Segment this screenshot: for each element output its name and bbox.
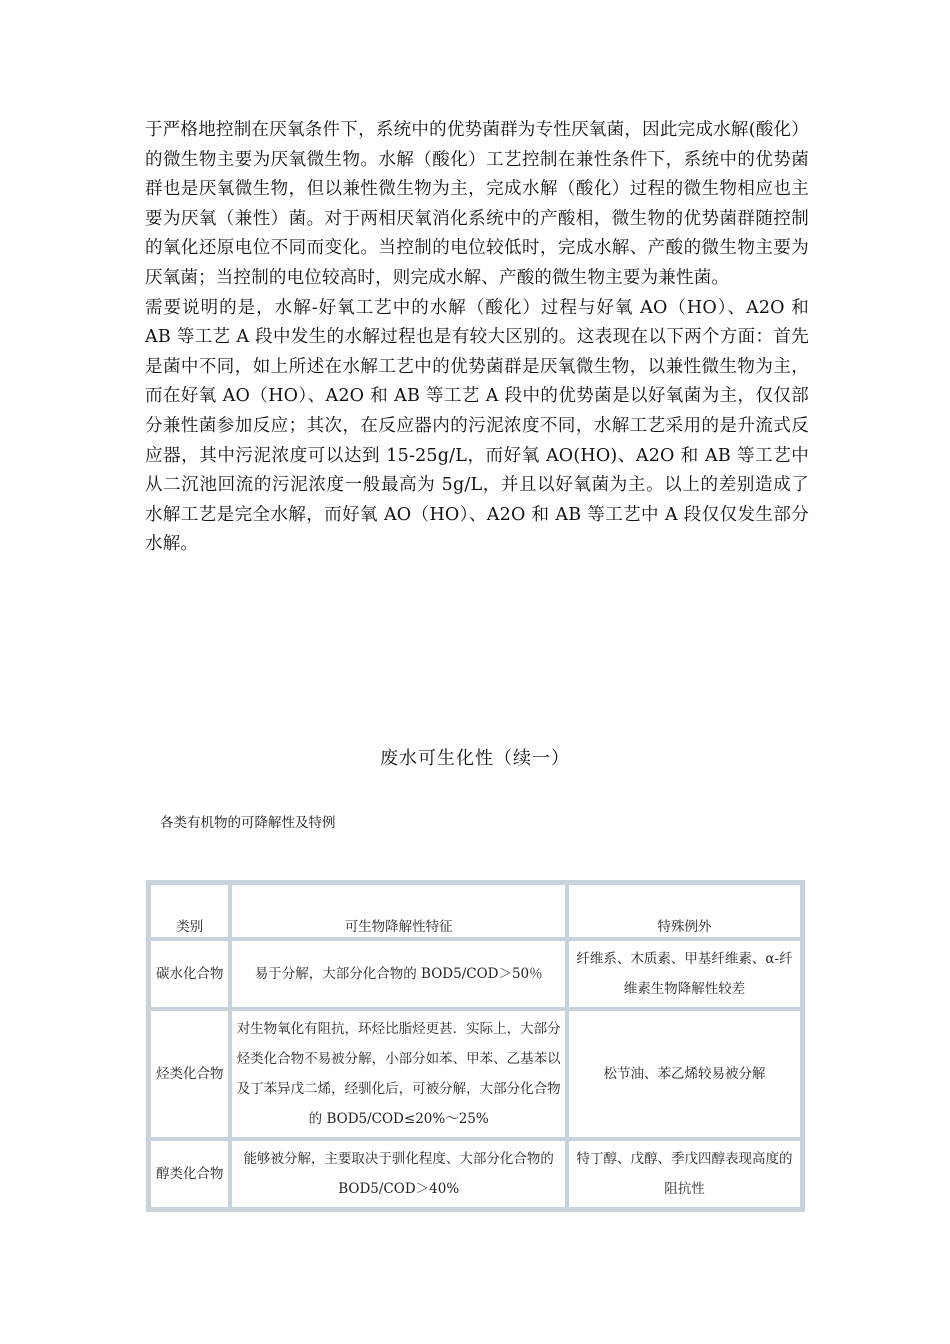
header-exception: 特殊例外 <box>567 883 802 939</box>
cell-category: 醇类化合物 <box>149 1139 230 1209</box>
header-feature: 可生物降解性特征 <box>230 883 567 939</box>
table-header-row <box>149 883 802 939</box>
cell-category: 碳水化合物 <box>149 939 230 1009</box>
cell-feature: 易于分解，大部分化合物的 BOD5/COD＞50％ <box>230 939 567 1009</box>
header-category: 类别 <box>149 883 230 939</box>
table-caption: 各类有机物的可降解性及特例 <box>160 815 336 831</box>
cell-exception: 特丁醇、戊醇、季戊四醇表现高度的阻抗性 <box>567 1139 802 1209</box>
table-row <box>149 1009 802 1139</box>
paragraph-2: 需要说明的是，水解-好氧工艺中的水解（酸化）过程与好氧 AO（HO）、A2O 和 AB 等工艺 A 段中发生的水解过程也是有较大区别的。这表现在以下两个方面：首先是菌中不同，如上所述在水解工艺中的优势菌群是厌氧微生物，以兼性微生物为主，而在好氧 AO（HO）、A2O 和 AB 等工艺 A 段中的优势菌是以好氧菌为主，仅仅部分兼性菌参加反应；其次，在反应器内的污泥浓度不同，水解工艺采用的是升流式反应器，其中污泥浓度可以达到 15-25g/L，而好氧 AO(HO)、A2O 和 AB 等工艺中从二沉池回流的污泥浓度一般最高为 5g/L，并且以好氧菌为主。以上的差别造成了水解工艺是完全水解，而好氧 AO（HO）、A2O 和 AB 等工艺中 A 段仅仅发生部分水解。 <box>145 297 809 555</box>
paragraph-1: 于严格地控制在厌氧条件下，系统中的优势菌群为专性厌氧菌，因此完成水解(酸化）的微生物主要为厌氧微生物。水解（酸化）工艺控制在兼性条件下，系统中的优势菌群也是厌氧微生物，但以兼性微生物为主，完成水解（酸化）过程的微生物相应也主要为厌氧（兼性）菌。对于两相厌氧消化系统中的产酸相，微生物的优势菌群随控制的氧化还原电位不同而变化。当控制的电位较低时，完成水解、产酸的微生物主要为厌氧菌；当控制的电位较高时，则完成水解、产酸的微生物主要为兼性菌。 <box>145 120 809 288</box>
cell-exception: 松节油、苯乙烯较易被分解 <box>567 1009 802 1139</box>
table-row <box>149 1139 802 1209</box>
table-row <box>149 939 802 1009</box>
cell-feature: 对生物氧化有阻抗，环烃比脂烃更甚．实际上，大部分烃类化合物不易被分解，小部分如苯、甲苯、乙基苯以及丁苯异戊二烯，经驯化后，可被分解，大部分化合物的 BOD5/COD≤20%～25% <box>230 1009 567 1139</box>
body-text <box>145 116 809 560</box>
cell-feature: 能够被分解，主要取决于驯化程度、大部分化合物的 BOD5/COD＞40% <box>230 1139 567 1209</box>
degradability-table <box>146 880 805 1212</box>
cell-category: 烃类化合物 <box>149 1009 230 1139</box>
section-title: 废水可生化性（续一） <box>380 748 570 769</box>
cell-exception: 纤维系、木质素、甲基纤维素、α-纤维素生物降解性较差 <box>567 939 802 1009</box>
